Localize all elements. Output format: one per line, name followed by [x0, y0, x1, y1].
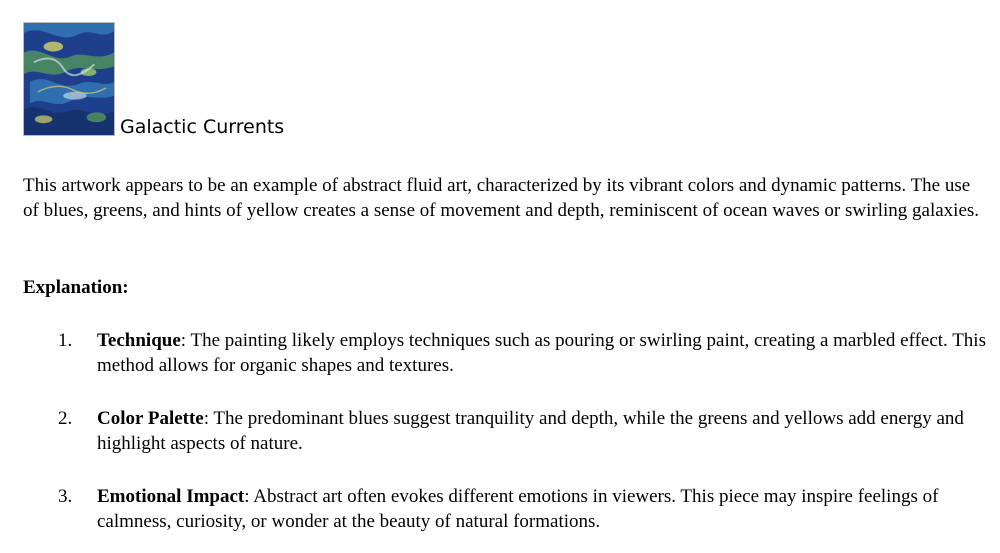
- list-item-term: Color Palette: [97, 408, 204, 429]
- list-item-number: 1.: [58, 330, 73, 351]
- list-item-body: [97, 406, 988, 456]
- list-item: [58, 406, 988, 456]
- list-item-body: [97, 484, 988, 534]
- list-item-body: [97, 328, 988, 378]
- list-item-term: Emotional Impact: [97, 486, 245, 507]
- list-item-term: Technique: [97, 330, 181, 351]
- abstract-fluid-art-icon: [24, 23, 114, 135]
- artwork-title: Galactic Currents: [120, 116, 285, 138]
- list-item-text: : The painting likely employs techniques such as pouring or swirling paint, creating a marbled effect. This method allows for organic shapes and textures.: [97, 330, 986, 376]
- intro-paragraph: This artwork appears to be an example of abstract fluid art, characterized by its vibrant colors and dynamic patterns. The use of blues, greens, and hints of yellow creates a sense of movement and depth, reminiscent of ocean waves or swirling galaxies.: [23, 175, 980, 221]
- list-item-number: 3.: [58, 486, 73, 507]
- explanation-heading: Explanation:: [23, 277, 129, 298]
- list-item-text: : The predominant blues suggest tranquility and depth, while the greens and yellows add energy and highlight aspects of nature.: [97, 408, 964, 454]
- list-item: [58, 484, 988, 534]
- list-item-number: 2.: [58, 408, 73, 429]
- list-item: [58, 328, 988, 378]
- list-item-text: : Abstract art often evokes different emotions in viewers. This piece may inspire feelings of calmness, curiosity, or wonder at the beauty of natural formations.: [97, 486, 939, 532]
- artwork-thumbnail-image: [23, 22, 115, 136]
